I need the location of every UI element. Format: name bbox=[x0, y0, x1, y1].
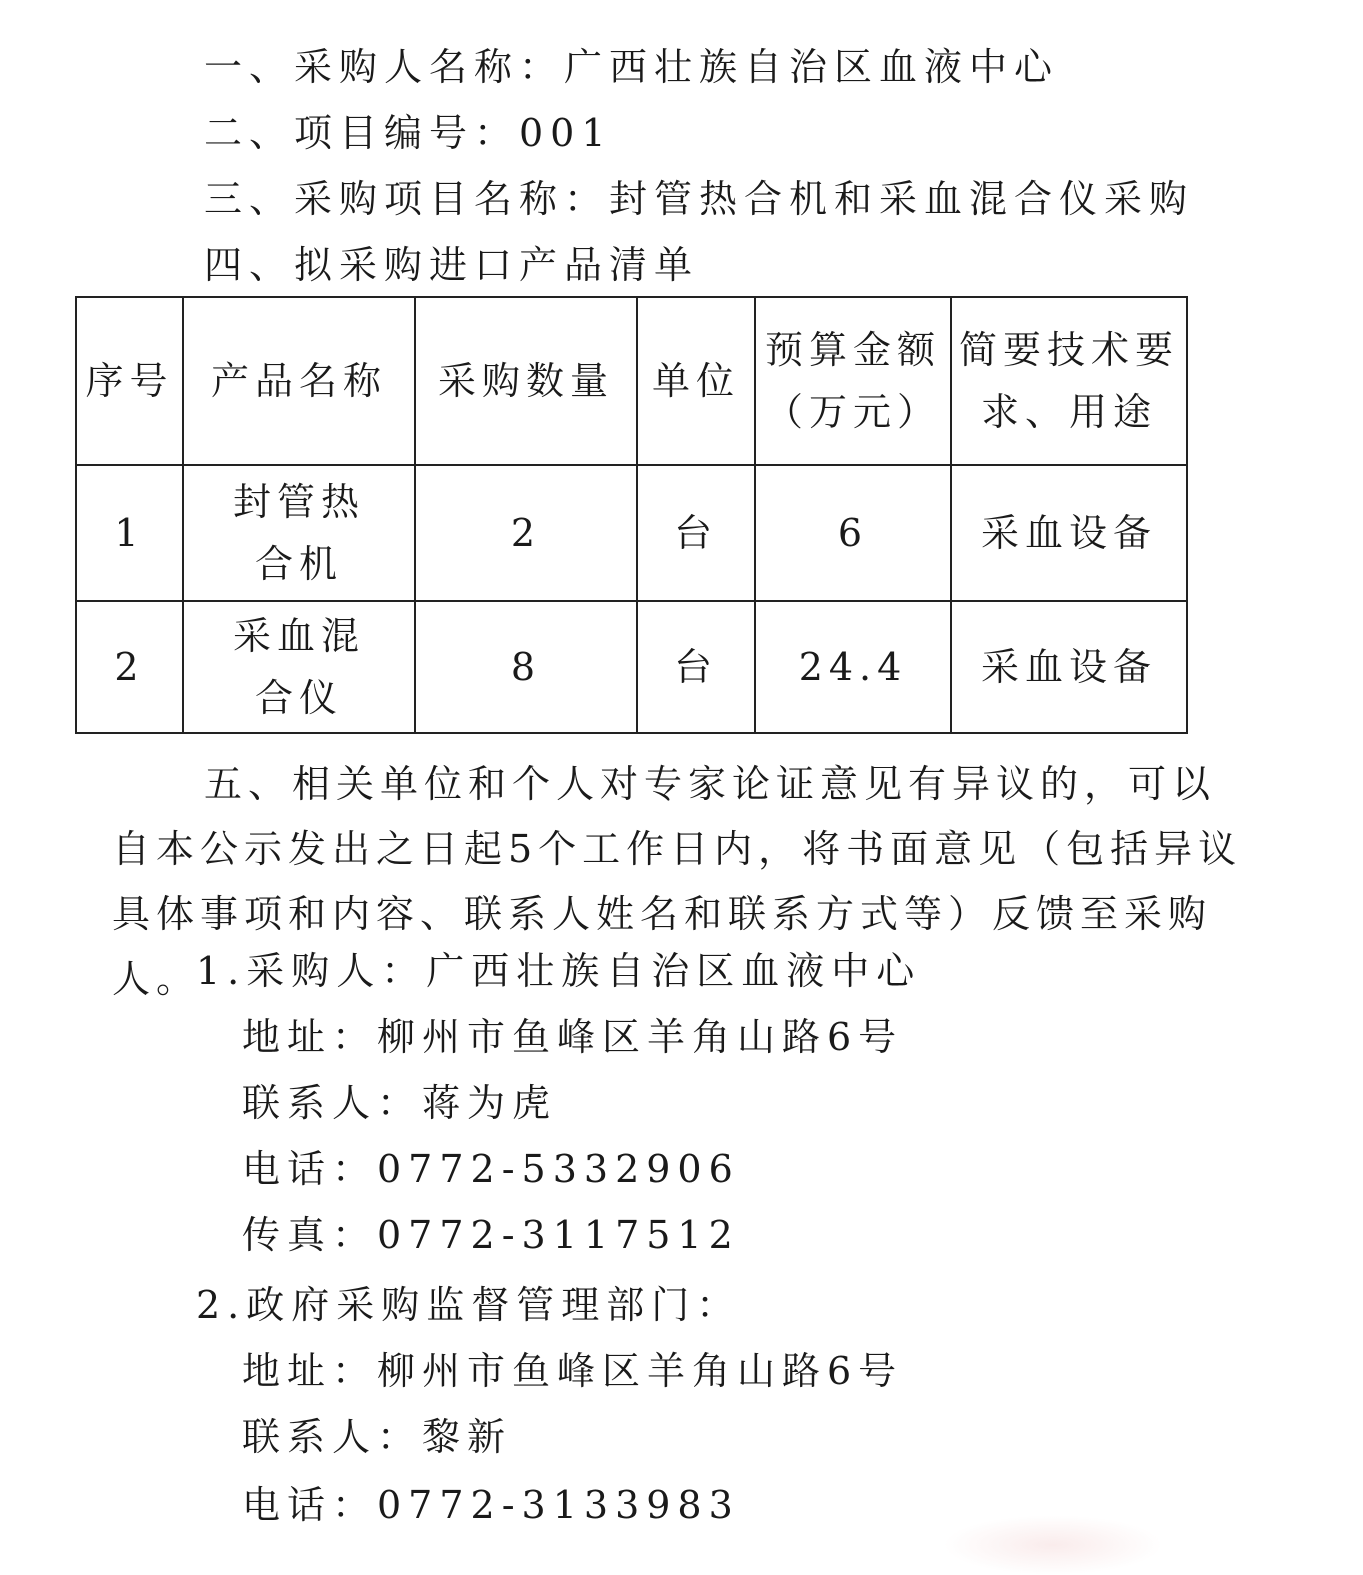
table-header-row bbox=[76, 297, 1187, 465]
supervisor-heading: 2.政府采购监督管理部门： bbox=[196, 1283, 742, 1327]
cell-qty: 8 bbox=[415, 601, 637, 733]
project-number-line: 二、项目编号：001 bbox=[204, 111, 613, 155]
scan-blemish bbox=[943, 1515, 1163, 1575]
header-cell-budget: 预算金额（万元） bbox=[755, 297, 951, 465]
header-cell-name: 产品名称 bbox=[183, 297, 415, 465]
cell-unit: 台 bbox=[637, 601, 755, 733]
header-cell-qty: 采购数量 bbox=[415, 297, 637, 465]
cell-name bbox=[183, 465, 415, 601]
supervisor-address: 地址：柳州市鱼峰区羊角山路6号 bbox=[242, 1349, 904, 1393]
header-cell-unit: 单位 bbox=[637, 297, 755, 465]
purchaser-address: 地址：柳州市鱼峰区羊角山路6号 bbox=[242, 1015, 904, 1059]
cell-usage: 采血设备 bbox=[951, 601, 1187, 733]
import-product-table bbox=[75, 296, 1188, 734]
supervisor-phone: 电话：0772-3133983 bbox=[242, 1483, 740, 1527]
product-list-heading: 四、拟采购进口产品清单 bbox=[204, 243, 700, 287]
cell-no: 2 bbox=[76, 601, 183, 733]
cell-budget: 6 bbox=[755, 465, 951, 601]
project-name-line: 三、采购项目名称：封管热合机和采血混合仪采购 bbox=[204, 177, 1195, 221]
purchaser-phone: 电话：0772-5332906 bbox=[242, 1147, 740, 1191]
purchaser-heading: 1.采购人：广西壮族自治区血液中心 bbox=[196, 949, 922, 993]
cell-unit: 台 bbox=[637, 465, 755, 601]
product-name: 采血混合仪 bbox=[232, 614, 365, 720]
cell-usage: 采血设备 bbox=[951, 465, 1187, 601]
cell-qty: 2 bbox=[415, 465, 637, 601]
header-cell-usage: 简要技术要求、用途 bbox=[951, 297, 1187, 465]
cell-no: 1 bbox=[76, 465, 183, 601]
cell-name bbox=[183, 601, 415, 733]
purchaser-fax: 传真：0772-3117512 bbox=[242, 1213, 740, 1257]
product-name: 封管热合机 bbox=[232, 480, 365, 586]
purchaser-contact: 联系人：蒋为虎 bbox=[242, 1081, 558, 1125]
table-row bbox=[76, 465, 1187, 601]
purchaser-name-line: 一、采购人名称：广西壮族自治区血液中心 bbox=[204, 45, 1060, 89]
header-cell-no: 序号 bbox=[76, 297, 183, 465]
cell-budget: 24.4 bbox=[755, 601, 951, 733]
objection-paragraph: 五、相关单位和个人对专家论证意见有异议的，可以自本公示发出之日起5个工作日内，将书面意见（包括异议具体事项和内容、联系人姓名和联系方式等）反馈至采购人。 bbox=[112, 762, 1243, 1001]
table-row bbox=[76, 601, 1187, 733]
supervisor-contact: 联系人：黎新 bbox=[242, 1415, 513, 1459]
